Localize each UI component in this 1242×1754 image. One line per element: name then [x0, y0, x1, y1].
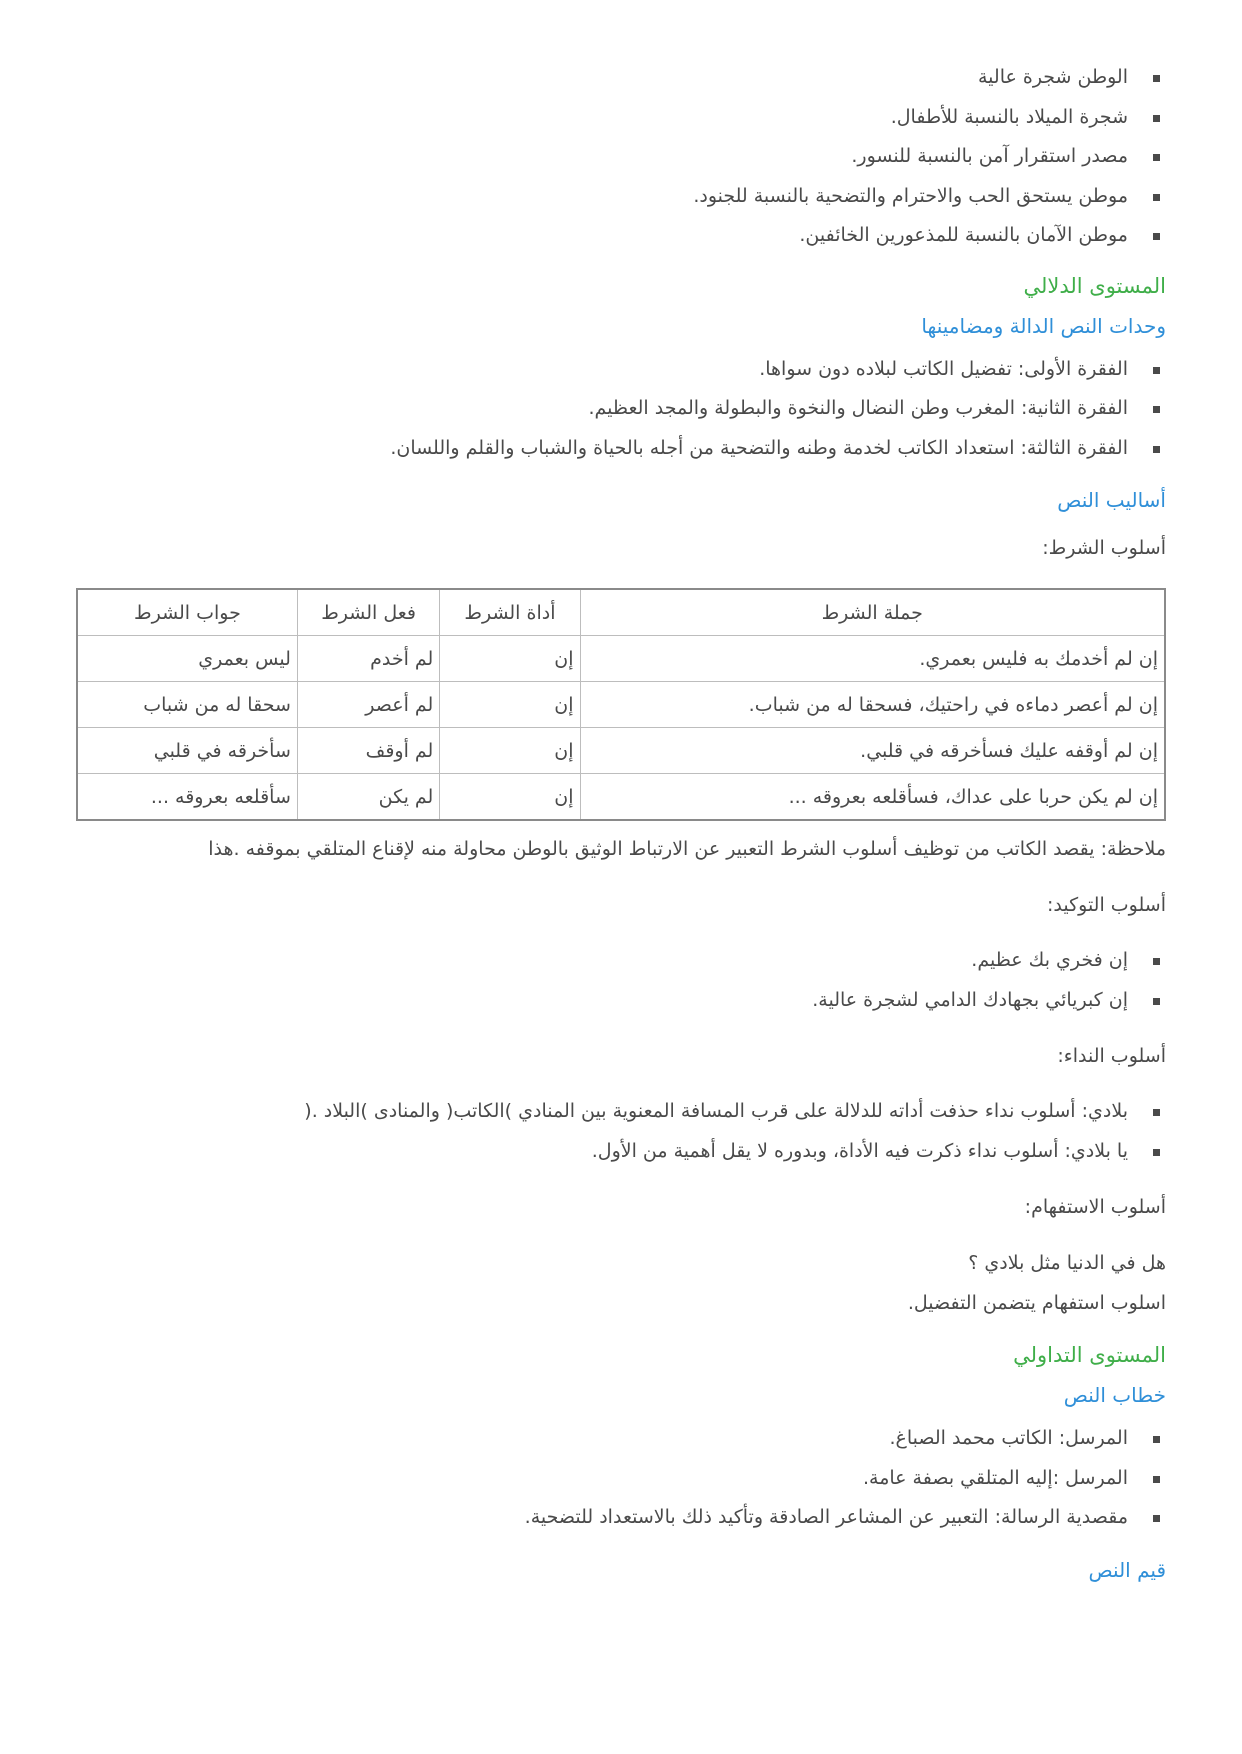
- semantic-heading: المستوى الدلالي: [1023, 273, 1166, 298]
- list-item: شجرة الميلاد بالنسبة للأطفال.: [76, 98, 1166, 138]
- styles-heading: أساليب النص: [1057, 488, 1166, 512]
- pragmatic-list: [76, 1419, 1166, 1538]
- table-header-cell: أداة الشرط: [440, 589, 580, 636]
- bullet-square-icon: [1153, 1476, 1160, 1483]
- table-cell: إن لم أعصر دماءه في راحتيك، فسحقا له من شباب.: [580, 682, 1165, 728]
- table-cell: لم أوقف: [297, 728, 439, 774]
- table-cell: لم يكن: [297, 774, 439, 821]
- bullet-square-icon: [1153, 75, 1160, 82]
- bullet-square-icon: [1153, 406, 1160, 413]
- condition-label: أسلوب الشرط:: [1042, 537, 1166, 559]
- table-header-cell: جواب الشرط: [77, 589, 297, 636]
- bullet-square-icon: [1153, 958, 1160, 965]
- emphasis-list: [76, 941, 1166, 1020]
- table-cell: ليس بعمري: [77, 636, 297, 682]
- vocative-label: أسلوب النداء:: [1057, 1045, 1166, 1067]
- table-cell: لم أعصر: [297, 682, 439, 728]
- intro-list: [76, 58, 1166, 256]
- pragmatic-heading: المستوى التداولي: [1013, 1343, 1166, 1367]
- list-item: مصدر استقرار آمن بالنسبة للنسور.: [76, 137, 1166, 177]
- list-item: بلادي: أسلوب نداء حذفت أداته للدلالة على قرب المسافة المعنوية بين المنادي )الكاتب( والمنادى )البلاد .(: [76, 1092, 1166, 1132]
- bullet-square-icon: [1153, 446, 1160, 453]
- bullet-square-icon: [1153, 367, 1160, 374]
- table-header-row: [77, 589, 1165, 636]
- question-example: هل في الدنيا مثل بلادي ؟: [968, 1252, 1166, 1274]
- list-item: موطن يستحق الحب والاحترام والتضحية بالنسبة للجنود.: [76, 177, 1166, 217]
- list-item: يا بلادي: أسلوب نداء ذكرت فيه الأداة، وبدوره لا يقل أهمية من الأول.: [76, 1132, 1166, 1172]
- bullet-square-icon: [1153, 1515, 1160, 1522]
- table-cell: إن: [440, 728, 580, 774]
- condition-note: ملاحظة: يقصد الكاتب من توظيف أسلوب الشرط التعبير عن الارتباط الوثيق بالوطن محاولة منه لإقناع المتلقي بموقفه .هذا: [208, 838, 1166, 860]
- list-item: الفقرة الأولى: تفضيل الكاتب لبلاده دون سواها.: [76, 350, 1166, 390]
- bullet-square-icon: [1153, 233, 1160, 240]
- table-cell: إن: [440, 636, 580, 682]
- list-item: الوطن شجرة عالية: [76, 58, 1166, 98]
- table-cell: سحقا له من شباب: [77, 682, 297, 728]
- list-item: الفقرة الثالثة: استعداد الكاتب لخدمة وطنه والتضحية من أجله بالحياة والشباب والقلم واللسان.: [76, 429, 1166, 469]
- pragmatic-subheading: خطاب النص: [1063, 1383, 1166, 1407]
- bullet-square-icon: [1153, 1149, 1160, 1156]
- list-item: موطن الآمان بالنسبة للمذعورين الخائفين.: [76, 216, 1166, 256]
- table-row: [77, 636, 1165, 682]
- table-cell: إن لم أوقفه عليك فسأخرقه في قلبي.: [580, 728, 1165, 774]
- list-item: المرسل: الكاتب محمد الصباغ.: [76, 1419, 1166, 1459]
- bullet-square-icon: [1153, 1436, 1160, 1443]
- table-cell: إن لم يكن حربا على عداك، فسأقلعه بعروقه ...: [580, 774, 1165, 821]
- question-label: أسلوب الاستفهام:: [1024, 1196, 1166, 1218]
- table-cell: إن لم أخدمك به فليس بعمري.: [580, 636, 1165, 682]
- vocative-list: [76, 1092, 1166, 1171]
- list-item: المرسل :إليه المتلقي بصفة عامة.: [76, 1459, 1166, 1499]
- table-cell: إن: [440, 774, 580, 821]
- semantic-list: [76, 350, 1166, 469]
- condition-table: [76, 588, 1166, 821]
- list-item: إن كبريائي بجهادك الدامي لشجرة عالية.: [76, 981, 1166, 1021]
- bullet-square-icon: [1153, 154, 1160, 161]
- values-heading: قيم النص: [1088, 1557, 1166, 1582]
- emphasis-label: أسلوب التوكيد:: [1046, 894, 1166, 916]
- table-row: [77, 728, 1165, 774]
- bullet-square-icon: [1153, 1109, 1160, 1116]
- list-item: الفقرة الثانية: المغرب وطن النضال والنخوة والبطولة والمجد العظيم.: [76, 389, 1166, 429]
- table-header-cell: فعل الشرط: [297, 589, 439, 636]
- table-cell: إن: [440, 682, 580, 728]
- bullet-square-icon: [1153, 115, 1160, 122]
- list-item: مقصدية الرسالة: التعبير عن المشاعر الصادقة وتأكيد ذلك بالاستعداد للتضحية.: [76, 1498, 1166, 1538]
- list-item: إن فخري بك عظيم.: [76, 941, 1166, 981]
- table-cell: سأقلعه بعروقه ...: [77, 774, 297, 821]
- table-row: [77, 682, 1165, 728]
- bullet-square-icon: [1153, 194, 1160, 201]
- document-content: [76, 58, 1166, 1590]
- table-cell: لم أخدم: [297, 636, 439, 682]
- table-header-cell: جملة الشرط: [580, 589, 1165, 636]
- semantic-subheading: وحدات النص الدالة ومضامينها: [921, 313, 1166, 338]
- table-cell: سأخرقه في قلبي: [77, 728, 297, 774]
- table-row: [77, 774, 1165, 821]
- question-explanation: اسلوب استفهام يتضمن التفضيل.: [907, 1292, 1166, 1314]
- bullet-square-icon: [1153, 998, 1160, 1005]
